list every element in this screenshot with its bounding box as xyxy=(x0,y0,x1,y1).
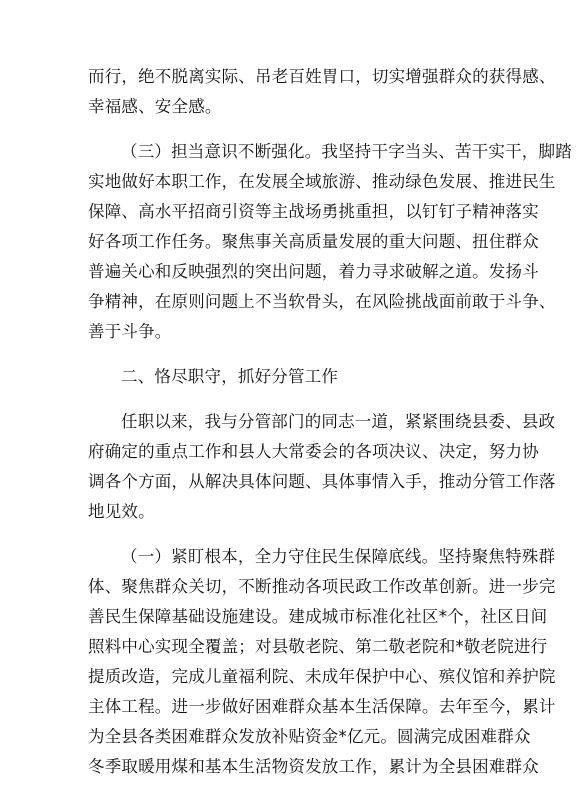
text-line: 提质改造，完成儿童福利院、未成年保护中心、殡仪馆和养护院 xyxy=(88,667,556,686)
heading-text: 二、恪尽职守，抓好分管工作 xyxy=(121,367,339,386)
paragraph-duty-intro xyxy=(88,407,556,527)
text-line: 主体工程。进一步做好困难群众基本生活保障。去年至今，累计 xyxy=(88,697,556,716)
text-line: 冬季取暖用煤和基本生活物资发放工作，累计为全县困难群众 xyxy=(88,757,539,776)
text-line: 幸福感、安全感。 xyxy=(88,97,222,116)
text-line: 调各个方面，从解决具体问题、具体事情入手，推动分管工作落 xyxy=(88,472,556,491)
text-line: 任职以来，我与分管部门的同志一道，紧紧围绕县委、县政 xyxy=(121,412,556,431)
text-line: 保障、高水平招商引资等主战场勇挑重担，以钉钉子精神落实 xyxy=(88,202,539,221)
text-line: （一）紧盯根本，全力守住民生保障底线。坚持聚焦特殊群 xyxy=(121,547,556,566)
text-line: 善于斗争。 xyxy=(88,322,172,341)
paragraph-intro-tail xyxy=(88,62,556,122)
text-line: 照料中心实现全覆盖；对县敬老院、第二敬老院和*敬老院进行 xyxy=(88,637,548,656)
text-line: 地见效。 xyxy=(88,502,155,521)
text-line: 府确定的重点工作和县人大常委会的各项决议、决定，努力协 xyxy=(88,442,539,461)
text-line: 为全县各类困难群众发放补贴资金*亿元。圆满完成困难群众 xyxy=(88,727,531,746)
paragraph-subsection-one xyxy=(88,542,556,782)
paragraph-section-three xyxy=(88,137,572,347)
text-line: 善民生保障基础设施建设。建成城市标准化社区*个，社区日间 xyxy=(88,607,548,626)
section-heading xyxy=(88,362,508,392)
text-line: 好各项工作任务。聚焦事关高质量发展的重大问题、扭住群众 xyxy=(88,232,539,251)
text-line: 而行，绝不脱离实际、吊老百姓胃口，切实增强群众的获得感、 xyxy=(88,67,556,86)
text-line: 普遍关心和反映强烈的突出问题，着力寻求破解之道。发扬斗 xyxy=(88,262,539,281)
text-line: 争精神，在原则问题上不当软骨头，在风险挑战面前敢于斗争、 xyxy=(88,292,556,311)
text-line: 实地做好本职工作，在发展全域旅游、推动绿色发展、推进民生 xyxy=(88,172,556,191)
document-page xyxy=(88,62,572,797)
text-line: （三）担当意识不断强化。我坚持干字当头、苦干实干，脚踏 xyxy=(121,142,572,161)
text-line: 体、聚焦群众关切，不断推动各项民政工作改革创新。进一步完 xyxy=(88,577,556,596)
